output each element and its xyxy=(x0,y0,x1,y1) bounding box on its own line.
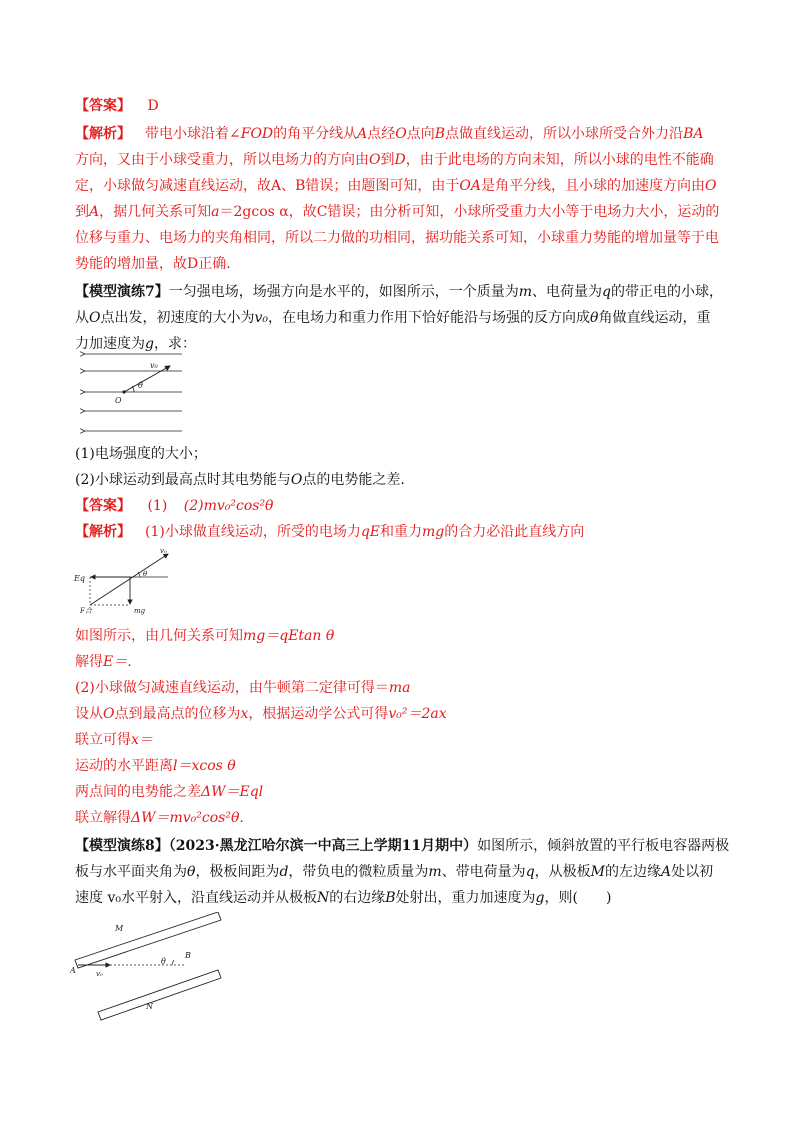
exercise-7-tag: 【模型演练7】 xyxy=(75,284,169,300)
label-v0: v₀ xyxy=(96,970,103,978)
exercise-source: （2023·黑龙江哈尔滨一中高三上学期11月期中） xyxy=(168,838,478,854)
text-run: ，极板间距为 xyxy=(195,864,280,880)
text-run: 处以初 xyxy=(671,864,714,880)
label-a: A xyxy=(70,966,76,975)
text-run: ，故C错误；由分析可知，小球所受重力大小等于电场力大小，运动的 xyxy=(288,204,720,220)
text-run: 带电小球沿着∠ xyxy=(145,126,241,142)
text-run: A xyxy=(89,204,100,220)
text-run: 如图所示，由几何关系可知 xyxy=(75,628,243,644)
text-run: B xyxy=(434,126,446,142)
explanation-7-line-9 xyxy=(75,808,725,828)
text-run: N xyxy=(316,890,330,906)
text-run: (1)电场强度的大小； xyxy=(75,446,207,462)
text-run: 是角平分线，且小球的加速度方向由 xyxy=(481,178,705,194)
explanation-7-line-6 xyxy=(75,730,725,750)
text-run: v₀ xyxy=(254,310,269,326)
text-run: 板与水平面夹角为 xyxy=(75,864,187,880)
text-run: g xyxy=(145,336,154,352)
text-run: 势能的增加量，故D正确. xyxy=(75,256,231,272)
explanation-1-line-4 xyxy=(75,202,725,222)
text-run: m xyxy=(428,864,442,880)
figure-force-diagram xyxy=(72,546,182,618)
explanation-1-line-6 xyxy=(75,254,725,274)
text-run: g xyxy=(535,890,545,906)
text-run: θ xyxy=(590,310,599,326)
text-run: (1) xyxy=(147,498,168,514)
question-1 xyxy=(75,444,725,464)
text-run: (1)小球做直线运动，所受的电场力 xyxy=(145,524,361,540)
exercise-7-line-2 xyxy=(75,308,725,328)
text-run: ，求： xyxy=(153,336,196,352)
label-theta: θ xyxy=(161,957,166,966)
text-run: O xyxy=(395,126,407,142)
angle-arc xyxy=(172,960,174,965)
text-run: 的左边缘 xyxy=(605,864,661,880)
exercise-7-line-1 xyxy=(75,282,725,302)
text-run: q xyxy=(525,864,535,880)
text-run: 解得 xyxy=(75,654,103,670)
label-v0: v₀ xyxy=(160,547,167,555)
text-run: 点向 xyxy=(406,126,435,142)
text-run: BA xyxy=(683,126,704,142)
explanation-tag: 【解析】 xyxy=(75,126,131,142)
exercise-8-line-1 xyxy=(75,836,730,856)
explanation-7-line-7 xyxy=(75,756,725,776)
explanation-7-line-5 xyxy=(75,704,725,724)
text-run: 从 xyxy=(75,310,89,326)
text-run: ，在电场力和重力作用下恰好能沿与场强的反方向成 xyxy=(268,310,591,326)
text-run: 的角平分线从 xyxy=(273,126,358,142)
plate-n xyxy=(98,970,221,1020)
text-run: O xyxy=(705,178,717,194)
text-run: O xyxy=(290,472,303,488)
text-run: O xyxy=(103,706,115,722)
label-o: O xyxy=(115,396,122,405)
text-run: 运动的水平距离 xyxy=(75,758,173,774)
label-n: N xyxy=(146,1002,153,1011)
text-run: 的右边缘 xyxy=(329,890,386,906)
label-b: B xyxy=(185,951,191,960)
text-run: 的带正电的小球， xyxy=(611,284,723,300)
text-run: M xyxy=(590,864,605,880)
text-run: E＝. xyxy=(103,654,132,670)
text-run: 角做直线运动，重 xyxy=(598,310,711,326)
answer-line-1 xyxy=(75,96,725,116)
text-run: 两点间的电势能之差 xyxy=(75,784,201,800)
text-run: ΔW＝mv₀²cos²θ. xyxy=(131,810,244,826)
text-run: 方向，又由于小球受重力，所以电场力的方向由 xyxy=(75,152,369,168)
text-run: D xyxy=(394,152,406,168)
text-run: l＝xcos θ xyxy=(173,758,236,774)
explanation-7-line-1 xyxy=(75,522,725,542)
label-theta: θ xyxy=(138,381,143,390)
text-run: 到 xyxy=(380,152,395,168)
text-run: v₀²＝2ax xyxy=(388,706,447,722)
label-m: M xyxy=(115,924,124,933)
text-run: ＝2gcos α xyxy=(219,204,289,220)
text-run: B xyxy=(385,890,396,906)
exercise-8-line-2 xyxy=(75,862,725,882)
text-run: 如图所示，倾斜放置的平行板电容器两极 xyxy=(477,838,730,854)
text-run: ma xyxy=(388,680,411,696)
text-run: 、电荷量为 xyxy=(532,284,603,300)
text-run: m xyxy=(518,284,533,300)
text-run: x＝ xyxy=(131,732,153,748)
text-run: FOD xyxy=(240,126,274,142)
text-run: 一匀强电场，场强方向是水平的，如图所示，一个质量为 xyxy=(168,284,519,300)
explanation-7-line-2 xyxy=(75,626,725,646)
explanation-7-line-8 xyxy=(75,782,725,802)
text-run: 位移与重力、电场力的夹角相同，所以二力做的功相同，据功能关系可知，小球重力势能的增加量等于电 xyxy=(75,230,719,246)
velocity-line xyxy=(90,554,168,605)
label-v0: v₀ xyxy=(150,361,158,370)
text-run: A xyxy=(357,126,368,142)
velocity-arrow xyxy=(124,366,170,392)
text-run: ，从极板 xyxy=(534,864,591,880)
text-run: x xyxy=(240,706,249,722)
text-run: 设从 xyxy=(75,706,103,722)
text-run: a xyxy=(211,204,220,220)
text-run: 点的电势能之差. xyxy=(302,472,405,488)
text-run: ，带负电的微粒质量为 xyxy=(288,864,429,880)
exercise-8-line-3 xyxy=(75,888,725,908)
explanation-tag: 【解析】 xyxy=(75,524,131,540)
answer-tag: 【答案】 xyxy=(75,498,131,514)
question-2 xyxy=(75,470,725,490)
label-eq: Eq xyxy=(74,574,85,583)
text-run: 速度 v₀水平射入，沿直线运动并从极板 xyxy=(75,890,317,906)
text-run: mg xyxy=(422,524,445,540)
explanation-1-line-2 xyxy=(75,150,725,170)
answer-tag: 【答案】 xyxy=(75,98,131,114)
text-run: q xyxy=(602,284,611,300)
text-run: (2)mv₀²cos²θ xyxy=(183,498,274,514)
text-run: OA xyxy=(459,178,481,194)
text-run: ΔW＝Eql xyxy=(201,784,264,800)
text-run: 联立解得 xyxy=(75,810,131,826)
text-run: mg＝qEtan θ xyxy=(243,628,335,644)
text-run: 到 xyxy=(75,204,89,220)
text-run: (2)小球做匀减速直线运动，由牛顿第二定律可得＝ xyxy=(75,680,389,696)
text-run: d xyxy=(279,864,289,880)
text-run: ，根据运动学公式可得 xyxy=(248,706,389,722)
explanation-7-line-4 xyxy=(75,678,725,698)
explanation-1-line-1 xyxy=(75,124,725,144)
point-o xyxy=(122,390,125,393)
label-theta: θ xyxy=(143,570,148,578)
text-run: 和重力 xyxy=(380,524,423,540)
answer-line-7 xyxy=(75,496,725,516)
text-run: 点做直线运动，所以小球所受合外力沿 xyxy=(445,126,684,142)
figure-field-lines xyxy=(78,348,208,443)
text-run: 力加速度为 xyxy=(75,336,145,352)
text-run: ，据几何关系可知 xyxy=(99,204,212,220)
text-run: 联立可得 xyxy=(75,732,131,748)
exercise-8-tag: 【模型演练8】 xyxy=(75,838,169,854)
explanation-7-line-3 xyxy=(75,652,725,672)
text-run: 的合力必沿此直线方向 xyxy=(444,524,585,540)
text-run: 点出发，初速度的大小为 xyxy=(100,310,255,326)
text-run: 点经 xyxy=(367,126,396,142)
text-run: A xyxy=(661,864,672,880)
explanation-1-line-3 xyxy=(75,176,725,196)
figure-capacitor xyxy=(70,912,230,1022)
label-mg: mg xyxy=(134,607,146,615)
answer-value: D xyxy=(147,98,159,114)
text-run: O xyxy=(369,152,381,168)
text-run: θ xyxy=(187,864,196,880)
text-run: ，由于此电场的方向未知，所以小球的电性不能确 xyxy=(405,152,714,168)
text-run: 定，小球做匀减速直线运动，故A、B错误；由题图可知，由于 xyxy=(75,178,460,194)
text-run: O xyxy=(89,310,101,326)
label-f-net: F合 xyxy=(80,607,92,615)
text-run: 、带电荷量为 xyxy=(441,864,526,880)
text-run: qE xyxy=(360,524,381,540)
text-run: ，则( ) xyxy=(544,890,612,906)
text-run: 点到最高点的位移为 xyxy=(114,706,241,722)
explanation-1-line-5 xyxy=(75,228,725,248)
text-run: (2)小球运动到最高点时其电势能与 xyxy=(75,472,291,488)
text-run: 处射出，重力加速度为 xyxy=(395,890,536,906)
plate-m xyxy=(75,912,221,968)
